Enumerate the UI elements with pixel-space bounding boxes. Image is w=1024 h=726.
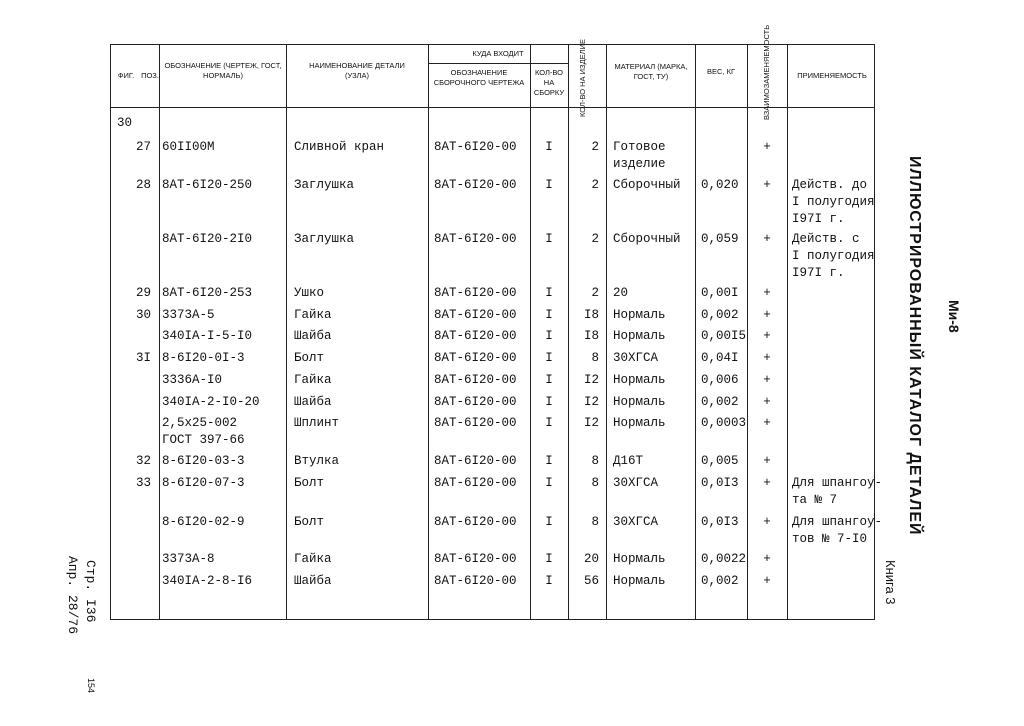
qty-product-cell: 8 bbox=[591, 476, 599, 490]
assembly-drawing-cell: 8АТ-6I20-00 bbox=[434, 454, 517, 468]
designation-cell: 3373А-8 bbox=[162, 552, 215, 566]
part-name-cell: Гайка bbox=[294, 552, 332, 566]
position-cell: 30 bbox=[135, 308, 151, 322]
material-cell: Нормаль bbox=[613, 416, 666, 430]
material-cell: Нормаль bbox=[613, 574, 666, 588]
header-pos: ПОЗ. bbox=[141, 71, 159, 80]
weight-cell: 0,002 bbox=[701, 574, 739, 588]
header-designation: ОБОЗНАЧЕНИЕ (ЧЕРТЕЖ, ГОСТ, НОРМАЛЬ) bbox=[164, 61, 282, 80]
material-cell: 30ХГСА bbox=[613, 351, 659, 365]
header-name: НАИМЕНОВАНИЕ ДЕТАЛИ (УЗЛА) bbox=[309, 61, 405, 80]
interchange-cell: + bbox=[763, 178, 771, 192]
weight-cell: 0,00I5 bbox=[701, 329, 747, 343]
applicability-cell: Для шпангоу- bbox=[792, 515, 883, 529]
designation-cell: 8-6I20-03-3 bbox=[162, 454, 245, 468]
assembly-drawing-cell: 8АТ-6I20-00 bbox=[434, 351, 517, 365]
qty-product-cell: I2 bbox=[583, 373, 599, 387]
weight-cell: 0,04I bbox=[701, 351, 739, 365]
assembly-drawing-cell: 8АТ-6I20-00 bbox=[434, 286, 517, 300]
part-name-cell: Заглушка bbox=[294, 178, 355, 192]
assembly-drawing-cell: 8АТ-6I20-00 bbox=[434, 232, 517, 246]
page-number: Стр. I36 bbox=[83, 560, 98, 623]
qty-product-cell: 8 bbox=[591, 454, 599, 468]
qty-product-cell: 2 bbox=[591, 140, 599, 154]
weight-cell: 0,002 bbox=[701, 395, 739, 409]
material-cell: 20 bbox=[613, 286, 629, 300]
qty-product-cell: 8 bbox=[591, 351, 599, 365]
interchange-cell: + bbox=[763, 286, 771, 300]
material-cell: Готовое bbox=[613, 140, 666, 154]
qty-assembly-cell: I bbox=[545, 395, 553, 409]
part-name-cell: Гайка bbox=[294, 373, 332, 387]
interchange-cell: + bbox=[763, 373, 771, 387]
qty-product-cell: 20 bbox=[583, 552, 599, 566]
designation-cell: 3336А-I0 bbox=[162, 373, 223, 387]
catalog-title: ИЛЛЮСТРИРОВАННЫЙ КАТАЛОГ ДЕТАЛЕЙ bbox=[906, 156, 923, 536]
qty-assembly-cell: I bbox=[545, 552, 553, 566]
position-cell: 28 bbox=[135, 178, 151, 192]
material-cell: Д16Т bbox=[613, 454, 644, 468]
header-applicability: ПРИМЕНЯЕМОСТЬ bbox=[797, 71, 867, 80]
assembly-drawing-cell: 8АТ-6I20-00 bbox=[434, 395, 517, 409]
header-qty-product: КОЛ-ВО НА ИЗДЕЛИЕ bbox=[578, 39, 587, 117]
material-cell: Нормаль bbox=[613, 329, 666, 343]
qty-assembly-cell: I bbox=[545, 373, 553, 387]
sheet-number: 154 bbox=[86, 678, 96, 694]
app2-cell: I полугодия bbox=[792, 249, 875, 263]
weight-cell: 0,059 bbox=[701, 232, 739, 246]
part-name-cell: Болт bbox=[294, 515, 325, 529]
qty-product-cell: 8 bbox=[591, 515, 599, 529]
part-name-cell: Сливной кран bbox=[294, 140, 385, 154]
designation-cell: 8АТ-6I20-250 bbox=[162, 178, 253, 192]
col-divider bbox=[428, 45, 429, 619]
assembly-drawing-cell: 8АТ-6I20-00 bbox=[434, 416, 517, 430]
applicability-cell: Действ. с bbox=[792, 232, 860, 246]
interchange-cell: + bbox=[763, 454, 771, 468]
header-material: МАТЕРИАЛ (МАРКА, ГОСТ, ТУ) bbox=[614, 62, 688, 81]
weight-cell: 0,00I bbox=[701, 286, 739, 300]
part-name-cell: Заглушка bbox=[294, 232, 355, 246]
part-name-cell: Болт bbox=[294, 351, 325, 365]
qty-product-cell: 2 bbox=[591, 232, 599, 246]
col-divider bbox=[787, 45, 788, 619]
app3-cell: I97I г. bbox=[792, 212, 845, 226]
material-cell: Нормаль bbox=[613, 395, 666, 409]
assembly-drawing-cell: 8АТ-6I20-00 bbox=[434, 140, 517, 154]
material-cell: Нормаль bbox=[613, 552, 666, 566]
assembly-drawing-cell: 8АТ-6I20-00 bbox=[434, 476, 517, 490]
parts-table bbox=[110, 24, 883, 620]
position-cell: 3I bbox=[135, 351, 151, 365]
designation-cell: 340IА-2-8-I6 bbox=[162, 574, 253, 588]
material-cell: 30ХГСА bbox=[613, 476, 659, 490]
part-name-cell: Шайба bbox=[294, 329, 332, 343]
qty-assembly-cell: I bbox=[545, 286, 553, 300]
designation-cell: 340IА-2-I0-20 bbox=[162, 395, 260, 409]
header-weight: ВЕС, КГ bbox=[706, 67, 736, 76]
mat2-cell: изделие bbox=[613, 157, 666, 171]
applicability-cell: Для шпангоу- bbox=[792, 476, 883, 490]
figure-number: 30 bbox=[117, 116, 133, 130]
designation-cell: 8АТ-6I20-253 bbox=[162, 286, 253, 300]
weight-cell: 0,005 bbox=[701, 454, 739, 468]
assembly-drawing-cell: 8АТ-6I20-00 bbox=[434, 552, 517, 566]
col-divider bbox=[286, 45, 287, 619]
qty-product-cell: 56 bbox=[583, 574, 599, 588]
part-name-cell: Ушко bbox=[294, 286, 325, 300]
interchange-cell: + bbox=[763, 574, 771, 588]
position-cell: 33 bbox=[135, 476, 151, 490]
weight-cell: 0,020 bbox=[701, 178, 739, 192]
designation-cell: 8-6I20-02-9 bbox=[162, 515, 245, 529]
interchange-cell: + bbox=[763, 395, 771, 409]
interchange-cell: + bbox=[763, 232, 771, 246]
aircraft-model: Ми-8 bbox=[946, 300, 962, 333]
header-goes-into: КУДА ВХОДИТ bbox=[472, 49, 524, 58]
part-name-cell: Гайка bbox=[294, 308, 332, 322]
col-divider bbox=[606, 45, 607, 619]
part-name-cell: Шайба bbox=[294, 395, 332, 409]
header-qty-assembly: КОЛ-ВО НА СБОРКУ bbox=[533, 68, 565, 97]
subheader-divider bbox=[428, 63, 568, 64]
interchange-cell: + bbox=[763, 308, 771, 322]
qty-product-cell: 2 bbox=[591, 286, 599, 300]
interchange-cell: + bbox=[763, 476, 771, 490]
interchange-cell: + bbox=[763, 140, 771, 154]
qty-product-cell: I8 bbox=[583, 308, 599, 322]
qty-assembly-cell: I bbox=[545, 515, 553, 529]
des2-cell: ГОСТ 397-66 bbox=[162, 433, 245, 447]
position-cell: 27 bbox=[135, 140, 151, 154]
interchange-cell: + bbox=[763, 515, 771, 529]
part-name-cell: Шплинт bbox=[294, 416, 340, 430]
header-divider bbox=[111, 107, 874, 108]
part-name-cell: Болт bbox=[294, 476, 325, 490]
designation-cell: 340IА-I-5-I0 bbox=[162, 329, 253, 343]
weight-cell: 0,0I3 bbox=[701, 515, 739, 529]
assembly-drawing-cell: 8АТ-6I20-00 bbox=[434, 178, 517, 192]
designation-cell: 8АТ-6I20-2I0 bbox=[162, 232, 253, 246]
qty-product-cell: 2 bbox=[591, 178, 599, 192]
qty-assembly-cell: I bbox=[545, 140, 553, 154]
applicability-cell: Действ. до bbox=[792, 178, 868, 192]
col-divider bbox=[159, 45, 160, 619]
qty-assembly-cell: I bbox=[545, 308, 553, 322]
qty-assembly-cell: I bbox=[545, 232, 553, 246]
qty-assembly-cell: I bbox=[545, 351, 553, 365]
interchange-cell: + bbox=[763, 329, 771, 343]
weight-cell: 0,0I3 bbox=[701, 476, 739, 490]
designation-cell: 8-6I20-0I-3 bbox=[162, 351, 245, 365]
col-divider bbox=[695, 45, 696, 619]
assembly-drawing-cell: 8АТ-6I20-00 bbox=[434, 329, 517, 343]
assembly-drawing-cell: 8АТ-6I20-00 bbox=[434, 515, 517, 529]
assembly-drawing-cell: 8АТ-6I20-00 bbox=[434, 574, 517, 588]
weight-cell: 0,0003 bbox=[701, 416, 747, 430]
assembly-drawing-cell: 8АТ-6I20-00 bbox=[434, 373, 517, 387]
material-cell: 30ХГСА bbox=[613, 515, 659, 529]
weight-cell: 0,0022 bbox=[701, 552, 747, 566]
interchange-cell: + bbox=[763, 416, 771, 430]
part-name-cell: Втулка bbox=[294, 454, 340, 468]
qty-product-cell: I8 bbox=[583, 329, 599, 343]
material-cell: Сборочный bbox=[613, 232, 681, 246]
qty-assembly-cell: I bbox=[545, 574, 553, 588]
assembly-drawing-cell: 8АТ-6I20-00 bbox=[434, 308, 517, 322]
revision-date: Апр. 28/76 bbox=[65, 556, 80, 635]
weight-cell: 0,002 bbox=[701, 308, 739, 322]
qty-assembly-cell: I bbox=[545, 476, 553, 490]
designation-cell: 60II00M bbox=[162, 140, 215, 154]
app3-cell: I97I г. bbox=[792, 266, 845, 280]
position-cell: 32 bbox=[135, 454, 151, 468]
header-interchange: ВЗАИМОЗАМЕНЯЕМОСТЬ bbox=[762, 24, 771, 120]
interchange-cell: + bbox=[763, 552, 771, 566]
qty-product-cell: I2 bbox=[583, 395, 599, 409]
header-fig: ФИГ. bbox=[117, 71, 135, 80]
designation-cell: 8-6I20-07-3 bbox=[162, 476, 245, 490]
weight-cell: 0,006 bbox=[701, 373, 739, 387]
position-cell: 29 bbox=[135, 286, 151, 300]
app2-cell: I полугодия bbox=[792, 195, 875, 209]
material-cell: Нормаль bbox=[613, 308, 666, 322]
part-name-cell: Шайба bbox=[294, 574, 332, 588]
header-assembly-drawing: ОБОЗНАЧЕНИЕ СБОРОЧНОГО ЧЕРТЕЖА bbox=[433, 68, 525, 87]
qty-assembly-cell: I bbox=[545, 329, 553, 343]
material-cell: Сборочный bbox=[613, 178, 681, 192]
qty-assembly-cell: I bbox=[545, 416, 553, 430]
interchange-cell: + bbox=[763, 351, 771, 365]
designation-cell: 2,5х25-002 bbox=[162, 416, 238, 430]
app2-cell: тов № 7-I0 bbox=[792, 532, 868, 546]
app2-cell: та № 7 bbox=[792, 493, 838, 507]
material-cell: Нормаль bbox=[613, 373, 666, 387]
qty-product-cell: I2 bbox=[583, 416, 599, 430]
qty-assembly-cell: I bbox=[545, 454, 553, 468]
book-number: Книга 3 bbox=[883, 560, 898, 605]
qty-assembly-cell: I bbox=[545, 178, 553, 192]
designation-cell: 3373А-5 bbox=[162, 308, 215, 322]
